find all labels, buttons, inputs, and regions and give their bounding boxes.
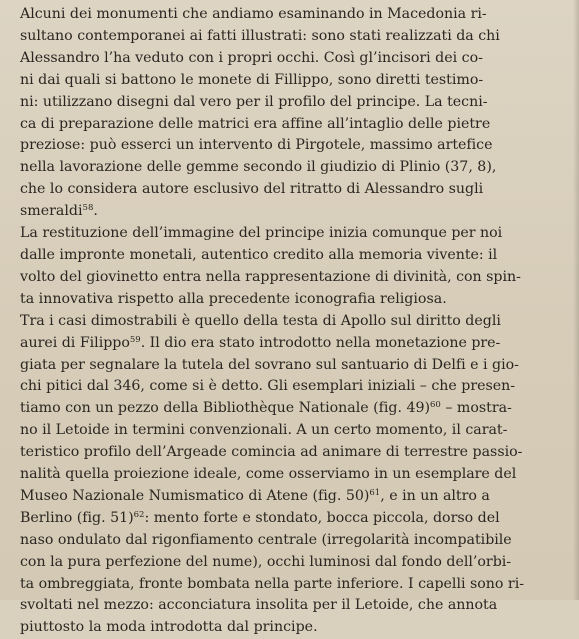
line-text: teristico profilo dell’Argeade comincia ad animare di terrestre passio- <box>20 444 523 461</box>
text-line <box>20 595 569 617</box>
line-text-continued: . Il dio era stato introdotto nella monetazione pre- <box>140 334 501 351</box>
line-text: svoltati nel mezzo: acconciatura insolita per il Letoide, che annota <box>20 597 498 614</box>
text-line <box>20 420 569 442</box>
line-text: Berlino (fig. 51) <box>20 509 134 526</box>
page-edge-shadow <box>573 0 579 600</box>
text-line <box>20 179 569 201</box>
text-line <box>20 289 569 311</box>
text-line <box>20 48 569 70</box>
line-text: Tra i casi dimostrabili è quello della testa di Apollo sul diritto degli <box>20 312 501 329</box>
paragraph <box>20 311 569 639</box>
text-line <box>20 70 569 92</box>
line-text-continued: – mostra- <box>440 400 512 417</box>
footnote-ref: 59 <box>129 334 141 345</box>
line-text: ta innovativa rispetto alla precedente iconografia religiosa. <box>20 290 447 307</box>
text-line <box>20 376 569 398</box>
line-text: tiamo con un pezzo della Bibliothèque Nationale (fig. 49) <box>20 400 431 417</box>
line-text-continued: , e in un altro a <box>380 487 490 504</box>
paragraph <box>20 4 569 223</box>
footnote-ref: 62 <box>133 509 145 520</box>
line-text: aurei di Filippo <box>20 334 130 351</box>
text-line <box>20 157 569 179</box>
text-line <box>20 442 569 464</box>
line-text: preziose: può esserci un intervento di Pirgotele, massimo artefice <box>20 137 493 154</box>
line-text: piuttosto la moda introdotta dal principe. <box>20 619 318 636</box>
text-line <box>20 135 569 157</box>
line-text-continued: . <box>93 203 98 220</box>
line-text: ta ombreggiata, fronte bombata nella parte inferiore. I capelli sono ri- <box>20 575 525 592</box>
line-text: naso ondulato dal rigonfiamento centrale (irregolarità incompatibile <box>20 531 512 548</box>
footnote-ref: 58 <box>82 203 94 214</box>
text-line <box>20 508 569 530</box>
text-line <box>20 311 569 333</box>
text-line <box>20 4 569 26</box>
line-text: nella lavorazione delle gemme secondo il giudizio di Plinio (37, 8), <box>20 159 497 176</box>
line-text: giata per segnalare la tutela del sovrano sul santuario di Delfi e i gio- <box>20 356 519 373</box>
footnote-ref: 61 <box>369 487 381 498</box>
line-text: Museo Nazionale Numismatico di Atene (fig. 50) <box>20 487 370 504</box>
text-body <box>20 4 569 639</box>
line-text: volto del giovinetto entra nella rappresentazione di divinità, con spin- <box>20 268 521 285</box>
text-line <box>20 486 569 508</box>
text-line <box>20 355 569 377</box>
text-line <box>20 267 569 289</box>
text-line <box>20 617 569 639</box>
line-text: Alcuni dei monumenti che andiamo esaminando in Macedonia ri- <box>20 6 487 22</box>
line-text: Alessandro l’ha veduto con i propri occhi. Così gl’incisori dei co- <box>20 49 483 66</box>
text-line <box>20 574 569 596</box>
line-text: ni dai quali si battono le monete di Fillippo, sono diretti testimo- <box>20 71 484 88</box>
line-text-continued: : mento forte e stondato, bocca piccola, dorso del <box>144 509 500 526</box>
line-text: che lo considera autore esclusivo del ritratto di Alessandro sugli <box>20 181 484 198</box>
footnote-ref: 60 <box>430 400 441 411</box>
paragraph <box>20 223 569 311</box>
line-text: sultano contemporanei ai fatti illustrati: sono stati realizzati da chi <box>20 27 500 44</box>
text-line <box>20 530 569 552</box>
line-text: ni: utilizzano disegni dal vero per il profilo del principe. La tecni- <box>20 93 488 110</box>
line-text: smeraldi <box>20 203 83 220</box>
line-text: ca di preparazione delle matrici era affine all’intaglio delle pietre <box>20 115 491 132</box>
line-text: La restituzione dell’immagine del principe inizia comunque per noi <box>20 225 503 242</box>
text-line <box>20 245 569 267</box>
line-text: chi pitici dal 346, come si è detto. Gli esemplari iniziali – che presen- <box>20 378 516 395</box>
line-text: no il Letoide in termini convenzionali. A un certo momento, il carat- <box>20 422 508 439</box>
text-line <box>20 398 569 420</box>
line-text: con la pura perfezione del nume), occhi luminosi dal fondo dell’orbi- <box>20 553 512 570</box>
text-line <box>20 201 569 223</box>
text-line <box>20 552 569 574</box>
line-text: dalle impronte monetali, autentico credito alla memoria vivente: il <box>20 246 498 263</box>
line-text: nalità quella proiezione ideale, come osserviamo in un esemplare del <box>20 466 517 483</box>
text-line <box>20 223 569 245</box>
text-line <box>20 26 569 48</box>
text-line <box>20 92 569 114</box>
text-line <box>20 464 569 486</box>
text-line <box>20 114 569 136</box>
text-line <box>20 333 569 355</box>
